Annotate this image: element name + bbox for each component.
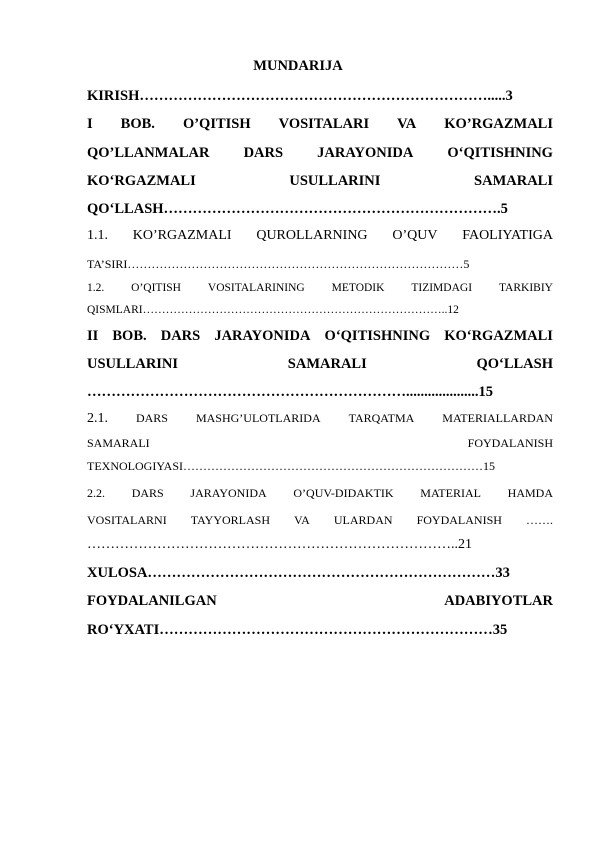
word: JARAYONIDA	[190, 486, 267, 500]
toc-entry-2-1-line3: TEXNOLOGIYASI…………………………………………………………………15	[87, 459, 495, 473]
word: KO’RGAZMALI	[132, 228, 232, 243]
word: VOSITALARNI	[87, 513, 167, 527]
word: TARQATMA	[348, 411, 415, 425]
word: BOB.	[120, 116, 155, 132]
word: USULLARINI	[87, 356, 179, 372]
word: SAMARALI	[474, 173, 553, 189]
word: BOB.	[112, 328, 147, 344]
word: 2.1.	[87, 411, 108, 426]
word: VA	[397, 116, 417, 132]
toc-entry-bob1-line2	[87, 145, 553, 162]
word: QO’LLANMALAR	[87, 145, 210, 161]
word: 1.2.	[87, 282, 105, 294]
word: DARS	[243, 145, 284, 161]
toc-entry-1-2-line2: QISMLARI……………………………………………………………………..12	[87, 304, 459, 316]
toc-entry-1-1-line1	[87, 228, 553, 244]
word: O’QITISH	[131, 282, 181, 294]
word: MATERIALLARDAN	[442, 411, 553, 425]
word: II	[87, 328, 99, 344]
toc-entry-1-1-line2: TA’SIRI…………………………………………………………………………5	[87, 257, 470, 271]
toc-entry-2-2-line3: ……………………………………………………………………..21	[87, 537, 472, 552]
word: MASHG’ULOTLARIDA	[195, 411, 321, 425]
word: …….	[525, 513, 553, 527]
toc-entry-bob1-line3	[87, 173, 553, 190]
toc-entry-2-2-line2	[87, 513, 553, 528]
word: TAYYORLASH	[190, 513, 271, 527]
word: 2.2.	[87, 486, 105, 500]
toc-entry-bob1-line1	[87, 116, 553, 133]
word: SAMARALI	[87, 436, 150, 450]
word: KO’RGAZMALI	[444, 116, 553, 132]
word: O‘QITISHNING	[447, 145, 553, 161]
word: O‘QITISHNING	[324, 328, 431, 344]
word: QO‘LLASH	[476, 356, 553, 372]
word: O’QUV-DIDAKTIK	[293, 486, 394, 500]
toc-entry-2-1-line2	[87, 436, 553, 451]
word: DARS	[131, 486, 164, 500]
word: TIZIMDAGI	[411, 282, 473, 294]
toc-entry-xulosa: XULOSA………………………………………………………………33	[87, 565, 510, 581]
word: MATERIAL	[420, 486, 481, 500]
word: 1.1.	[87, 228, 108, 243]
word: I	[87, 116, 93, 132]
word: QUROLLARNING	[256, 228, 368, 243]
word: FOYDALANISH	[467, 436, 553, 450]
word: JARAYONIDA	[317, 145, 414, 161]
word: TARKIBIY	[498, 282, 553, 294]
toc-entry-1-2-line1	[87, 282, 553, 294]
toc-entry-kirish: KIRISH……………………………………………………………….....3	[87, 88, 513, 104]
word: ADABIYOTLAR	[444, 593, 553, 609]
word: DARS	[135, 411, 168, 425]
word: VA	[294, 513, 310, 527]
toc-entry-2-1-line1	[87, 411, 553, 427]
word: HAMDA	[507, 486, 553, 500]
word: FOYDALANISH	[416, 513, 502, 527]
toc-entry-bob2-line3: …………………………………………………………....................15	[87, 384, 493, 400]
word: KO‘RGAZMALI	[444, 328, 553, 344]
word: SAMARALI	[287, 356, 367, 372]
toc-entry-adabiyotlar-line1	[87, 593, 553, 610]
page-title: MUNDARIJA	[253, 58, 343, 74]
toc-entry-bob2-line2	[87, 356, 553, 373]
toc-entry-2-2-line1	[87, 486, 553, 501]
toc-entry-bob2-line1	[87, 328, 553, 345]
word: KO‘RGAZMALI	[87, 173, 196, 189]
word: USULLARINI	[289, 173, 381, 189]
word: VOSITALARINING	[207, 282, 305, 294]
word: METODIK	[331, 282, 385, 294]
word: VOSITALARI	[278, 116, 370, 132]
word: O’QUV	[392, 228, 438, 243]
word: JARAYONIDA	[214, 328, 311, 344]
toc-entry-adabiyotlar-line2: RO‘YXATI……………………………………………………………35	[87, 622, 508, 638]
word: O’QITISH	[182, 116, 251, 132]
toc-entry-bob1-line4: QO‘LLASH…………………………………………………………….5	[87, 201, 508, 217]
word: DARS	[160, 328, 201, 344]
word: ULARDAN	[333, 513, 393, 527]
word: FOYDALANILGAN	[87, 593, 217, 609]
word: FAOLIYATIGA	[462, 228, 553, 243]
